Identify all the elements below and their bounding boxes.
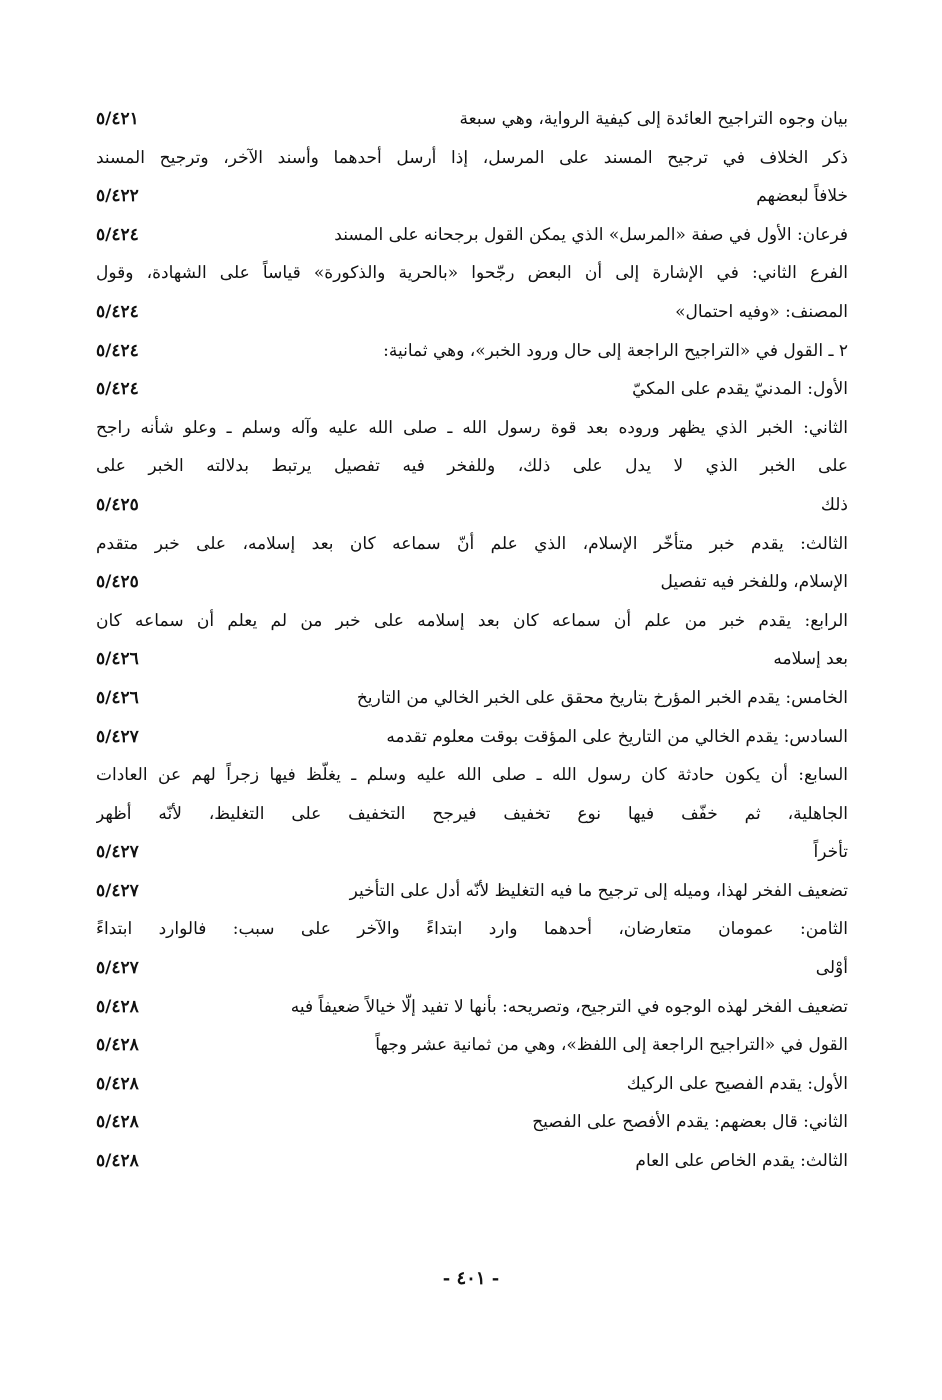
toc-entry-text: الثامن: عمومان متعارضان، أحدهما وارد ابتداءً والآخر على سبب: فالوارد ابتداءً <box>96 919 848 940</box>
toc-page-ref: ٥/٤٢٧ <box>96 958 139 979</box>
toc-entry-text: المصنف: «وفيه احتمال» <box>675 301 848 322</box>
toc-entry <box>96 370 848 409</box>
toc-entry-text: السادس: يقدم الخالي من التاريخ على المؤقت بوقت معلوم تقدمه <box>386 726 848 747</box>
toc-line <box>96 833 848 872</box>
toc-line <box>96 139 848 178</box>
toc-line <box>96 718 848 757</box>
toc-page-ref: ٥/٤٢٨ <box>96 1073 139 1094</box>
toc-entry-text: بعد إسلامه <box>773 649 848 670</box>
toc-line <box>96 447 848 486</box>
page-number: - ٤٠١ - <box>442 1268 500 1289</box>
toc-line <box>96 795 848 834</box>
toc-entry <box>96 409 848 525</box>
toc-entry <box>96 988 848 1027</box>
toc-entry-text: بيان وجوه التراجيح العائدة إلى كيفية الرواية، وهي سبعة <box>459 109 848 129</box>
toc-page-ref: ٥/٤٢٥ <box>96 494 139 515</box>
toc-entry-text: على الخبر الذي لا يدل على ذلك، وللفخر فيه تفصيل يرتبط بدلالته الخبر على <box>96 456 848 477</box>
toc-page-ref: ٥/٤٢٦ <box>96 687 139 708</box>
toc-page-ref: ٥/٤٢٤ <box>96 379 139 400</box>
toc-entry-text: فرعان: الأول في صفة «المرسل» الذي يمكن القول برجحانه على المسند <box>334 224 848 245</box>
toc-line <box>96 910 848 949</box>
toc-entry-text: الخامس: يقدم الخبر المؤرخ بتاريخ محقق على الخبر الخالي من التاريخ <box>356 687 848 708</box>
toc-line <box>96 679 848 718</box>
toc-entry-text: أوْلى <box>815 958 848 979</box>
toc-page-ref: ٥/٤٢٨ <box>96 1112 139 1133</box>
toc-entry <box>96 100 848 139</box>
toc-line <box>96 1026 848 1065</box>
toc-line <box>96 409 848 448</box>
toc-line <box>96 872 848 911</box>
toc-line <box>96 756 848 795</box>
toc-entry <box>96 1142 848 1181</box>
toc-entry-text: تأخراً <box>813 842 848 863</box>
toc-entry <box>96 525 848 602</box>
toc-entry-text: الأول: يقدم الفصيح على الركيك <box>626 1073 848 1094</box>
toc-line <box>96 332 848 371</box>
toc-line <box>96 1142 848 1181</box>
toc-line <box>96 254 848 293</box>
toc-entry <box>96 679 848 718</box>
toc-line <box>96 100 848 139</box>
toc-page-ref: ٥/٤٢٧ <box>96 726 139 747</box>
toc-entry-text: تضعيف الفخر لهذه الوجوه في الترجيح، وتصريحه: بأنها لا تفيد إلّا خيالاً ضعيفاً فيه <box>290 996 848 1017</box>
toc-entry-text: ذكر الخلاف في ترجيح المسند على المرسل، إذا أرسل أحدهما وأسند الآخر، وترجيح المسند <box>96 147 848 168</box>
table-of-contents <box>96 100 848 1181</box>
toc-entry <box>96 139 848 216</box>
toc-entry-text: الفرع الثاني: في الإشارة إلى أن البعض رجّحوا «بالحرية والذكورة» قياساً على الشهادة، وقول <box>96 263 848 284</box>
toc-line <box>96 563 848 602</box>
toc-entry <box>96 332 848 371</box>
toc-entry-text: القول في «التراجيح الراجعة إلى اللفظ»، وهي من ثمانية عشر وجهاً <box>375 1035 848 1056</box>
toc-page-ref: ٥/٤٢٨ <box>96 996 139 1017</box>
toc-entry-text: الثاني: الخبر الذي يظهر وروده بعد قوة رسول الله ـ صلى الله عليه وآله وسلم ـ وعلو شأنه راجح <box>96 417 848 438</box>
toc-entry-text: الرابع: يقدم خبر من علم أن سماعه كان بعد إسلامه على خبر من لم يعلم أن سماعه كان <box>96 610 848 631</box>
toc-entry-text: تضعيف الفخر لهذا، وميله إلى ترجيح ما فيه التغليظ لأنّه أدل على التأخير <box>349 880 848 901</box>
toc-entry <box>96 872 848 911</box>
toc-page-ref: ٥/٤٢٦ <box>96 649 139 670</box>
toc-line <box>96 640 848 679</box>
toc-entry-text: السابع: أن يكون حادثة كان رسول الله ـ صلى الله عليه وسلم ـ يغلّظ فيها زجراً لهم عن العادات <box>96 765 848 786</box>
toc-entry-text: الثالث: يقدم خبر متأخّر الإسلام، الذي علم أنّ سماعه كان بعد إسلامه، على خبر متقدم <box>96 533 848 554</box>
toc-entry <box>96 1103 848 1142</box>
toc-entry-text: خلافاً لبعضهم <box>756 186 848 207</box>
toc-page-ref: ٥/٤٢٤ <box>96 340 139 361</box>
toc-entry-text: الأول: المدنيّ يقدم على المكيّ <box>632 379 848 400</box>
toc-page-ref: ٥/٤٢٢ <box>96 186 139 207</box>
toc-page-ref: ٥/٤٢٤ <box>96 224 139 245</box>
toc-page-ref: ٥/٤٢٧ <box>96 842 139 863</box>
toc-entry-text: الجاهلية، ثم خفّف فيها نوع تخفيف فيرجح التخفيف على التغليظ، لأنّه أظهر <box>96 803 848 824</box>
toc-line <box>96 1103 848 1142</box>
toc-entry-text: الثالث: يقدم الخاص على العام <box>635 1151 848 1172</box>
toc-line <box>96 949 848 988</box>
toc-entry-text: الإسلام، وللفخر فيه تفصيل <box>660 572 848 593</box>
toc-page-ref: ٥/٤٢٥ <box>96 572 139 593</box>
toc-line <box>96 177 848 216</box>
toc-entry-text: الثاني: قال بعضهم: يقدم الأفصح على الفصيح <box>532 1112 848 1133</box>
toc-entry <box>96 756 848 872</box>
toc-line <box>96 1065 848 1104</box>
toc-page-ref: ٥/٤٢٨ <box>96 1035 139 1056</box>
toc-page-ref: ٥/٤٢٤ <box>96 301 139 322</box>
toc-entry <box>96 718 848 757</box>
toc-page-ref: ٥/٤٢٨ <box>96 1151 139 1172</box>
toc-entry <box>96 254 848 331</box>
toc-line <box>96 525 848 564</box>
toc-line <box>96 486 848 525</box>
toc-entry <box>96 1026 848 1065</box>
toc-line <box>96 602 848 641</box>
toc-line <box>96 293 848 332</box>
toc-page-ref: ٥/٤٢١ <box>96 109 139 129</box>
toc-entry-text: ٢ ـ القول في «التراجيح الراجعة إلى حال ورود الخبر»، وهي ثمانية: <box>383 340 848 361</box>
toc-line <box>96 216 848 255</box>
toc-entry <box>96 1065 848 1104</box>
toc-entry <box>96 216 848 255</box>
toc-line <box>96 988 848 1027</box>
toc-entry <box>96 602 848 679</box>
toc-line <box>96 370 848 409</box>
toc-entry-text: ذلك <box>820 494 848 515</box>
toc-entry <box>96 910 848 987</box>
toc-page-ref: ٥/٤٢٧ <box>96 880 139 901</box>
